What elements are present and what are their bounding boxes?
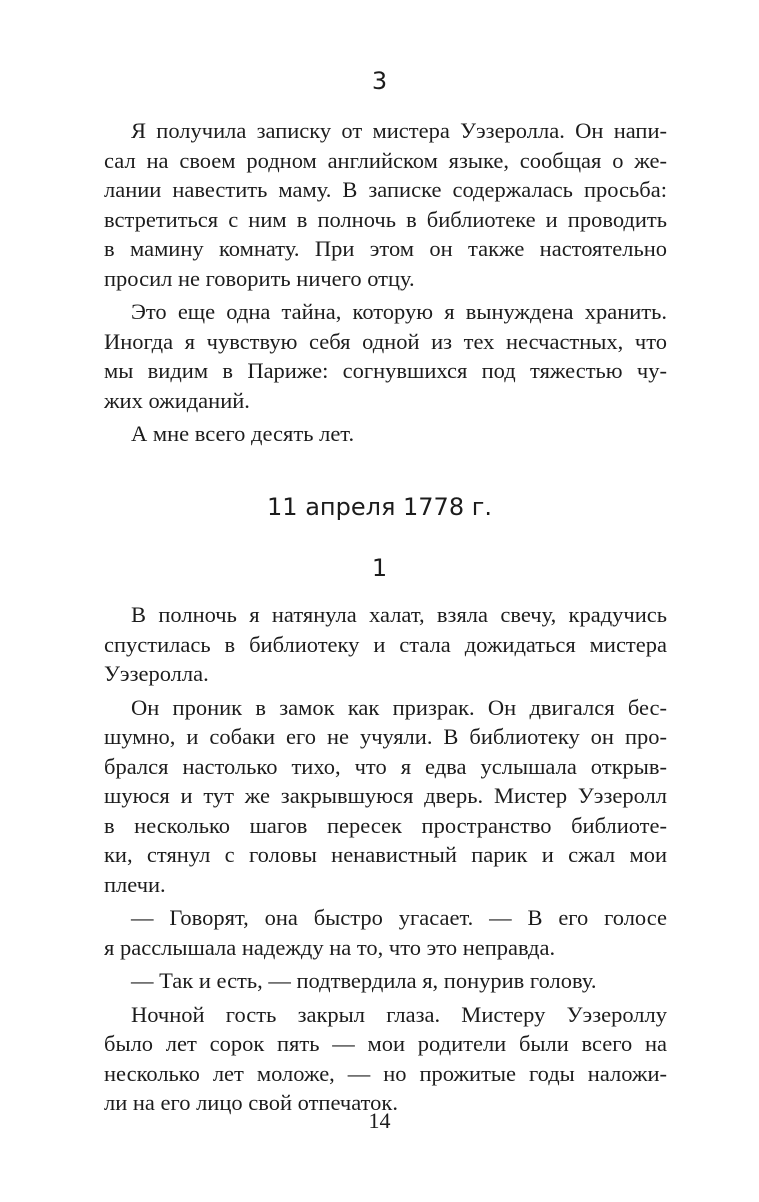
paragraph (104, 1000, 667, 1118)
section-number-3: 3 (371, 67, 388, 95)
text-line: в несколько шагов пересек пространство библиоте- (104, 812, 667, 838)
paragraph (104, 966, 667, 996)
text-line: Уэзеролла. (104, 661, 209, 686)
text-line: — Говорят, она быстро угасает. — В его голосе (131, 905, 667, 930)
text-line: В полночь я натянула халат, взяла свечу, крадучись (131, 602, 667, 627)
text-line: брался настолько тихо, что я едва услышала открыв- (104, 753, 667, 779)
text-line: — Так и есть, — подтвердила я, понурив голову. (131, 968, 597, 993)
text-line: плечи. (104, 871, 166, 897)
text-line: ли на его лицо свой отпечаток. (104, 1090, 398, 1115)
paragraph (104, 600, 667, 689)
text-line: А мне всего десять лет. (131, 421, 355, 446)
text-line: лании навестить маму. В записке содержалась просьба: (104, 177, 667, 202)
text-line: шумно, и собаки его не учуяли. В библиотеку он про- (104, 724, 667, 749)
page-number: 14 (368, 1108, 391, 1133)
section-1-text (104, 600, 667, 1118)
text-line: я расслышала надежду на то, что это неправда. (104, 934, 556, 960)
paragraph (104, 903, 667, 962)
paragraph (104, 693, 667, 900)
section-3-text (104, 116, 667, 449)
text-line: ки, стянул с головы ненавистный парик и сжал мои (104, 842, 667, 867)
text-line: мы видим в Париже: согнувшихся под тяжестью чу- (104, 358, 667, 383)
text-line: жих ожиданий. (104, 387, 250, 413)
paragraph (104, 419, 667, 449)
text-line: сал на своем родном английском языке, сообщая о же- (104, 147, 667, 173)
text-line: просил не говорить ничего отцу. (104, 265, 415, 291)
section-number-1: 1 (371, 554, 388, 582)
text-line: Он проник в замок как призрак. Он двигался бес- (131, 694, 667, 720)
paragraph (104, 116, 667, 293)
text-line: в мамину комнату. При этом он также настоятельно (104, 236, 667, 261)
text-line: шуюся и тут же закрывшуюся дверь. Мистер Уэзеролл (104, 783, 667, 808)
text-line: Иногда я чувствую себя одной из тех несчастных, что (104, 328, 667, 354)
text-line: встретиться с ним в полночь в библиотеке и проводить (104, 206, 667, 232)
date-heading: 11 апреля 1778 г. (267, 493, 492, 521)
text-line: спустилась в библиотеку и стала дожидаться мистера (104, 631, 667, 657)
text-line: Я получила записку от мистера Уэзеролла. Он напи- (131, 118, 667, 143)
text-line: несколько лет моложе, — но прожитые годы наложи- (104, 1060, 667, 1086)
paragraph (104, 297, 667, 415)
text-line: Ночной гость закрыл глаза. Мистеру Уэзероллу (131, 1001, 667, 1027)
text-line: Это еще одна тайна, которую я вынуждена хранить. (131, 299, 667, 324)
text-line: было лет сорок пять — мои родители были всего на (104, 1031, 667, 1056)
